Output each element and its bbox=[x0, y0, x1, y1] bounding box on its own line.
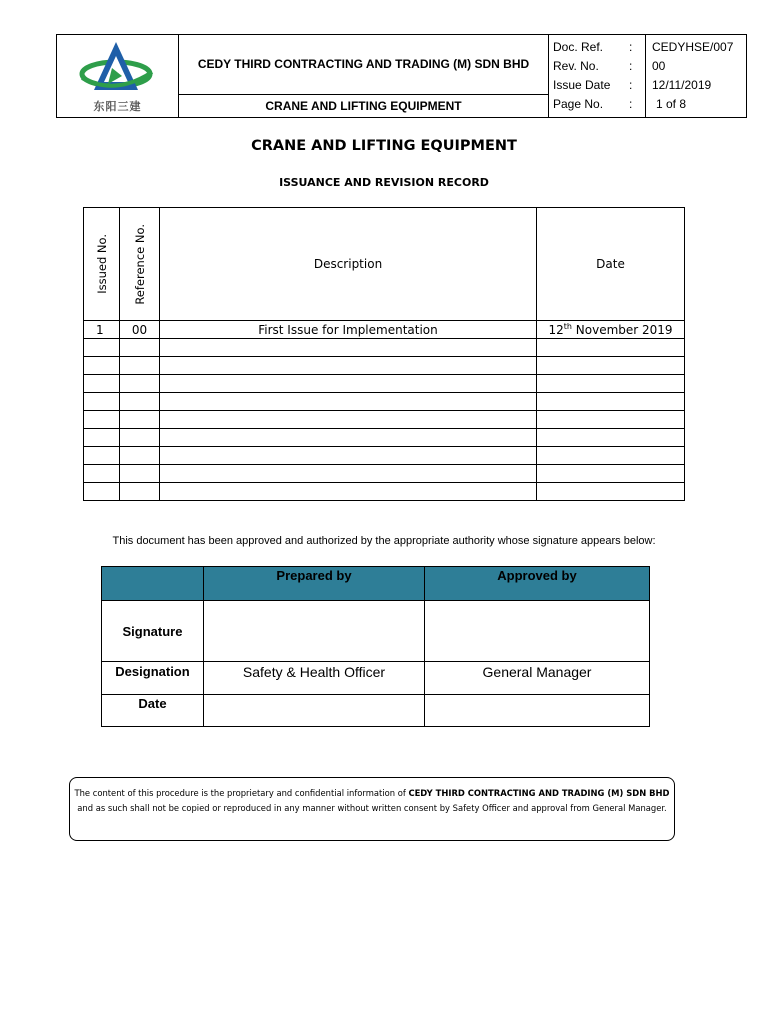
rev-no-label: Rev. No. bbox=[553, 59, 599, 73]
doc-ref-label: Doc. Ref. bbox=[553, 40, 604, 54]
table-row bbox=[84, 357, 685, 375]
prepared-by-header: Prepared by bbox=[204, 567, 425, 601]
table-row bbox=[84, 375, 685, 393]
table-row bbox=[84, 321, 685, 339]
notice-company-name: CEDY THIRD CONTRACTING AND TRADING (M) SDN BHD bbox=[408, 788, 670, 798]
approval-table bbox=[101, 566, 650, 727]
signature-label: Signature bbox=[102, 601, 204, 662]
company-name: CEDY THIRD CONTRACTING AND TRADING (M) SDN BHD bbox=[179, 35, 549, 95]
prepared-signature-cell bbox=[204, 601, 425, 662]
date-suffix: th bbox=[563, 322, 572, 331]
reference-no-cell: 00 bbox=[120, 321, 160, 339]
approved-signature-cell bbox=[425, 601, 650, 662]
approval-table-header bbox=[102, 567, 650, 601]
date-header: Date bbox=[537, 208, 685, 321]
issued-no-header: Issued No. bbox=[94, 234, 109, 294]
designation-row bbox=[102, 662, 650, 695]
doc-meta-values bbox=[646, 35, 747, 118]
doc-ref-value: CEDYHSE/007 bbox=[652, 40, 734, 54]
table-row bbox=[84, 483, 685, 501]
page-title: CRANE AND LIFTING EQUIPMENT bbox=[251, 138, 517, 154]
table-row bbox=[84, 411, 685, 429]
rev-no-value: 00 bbox=[652, 59, 666, 73]
approved-designation-cell: General Manager bbox=[425, 662, 650, 695]
company-logo bbox=[57, 35, 179, 118]
date-day: 12 bbox=[548, 323, 564, 337]
date-rest: November 2019 bbox=[571, 323, 673, 337]
triangle-logo-icon bbox=[78, 38, 158, 98]
header-document-title: CRANE AND LIFTING EQUIPMENT bbox=[179, 94, 549, 117]
table-row bbox=[84, 465, 685, 483]
table-row bbox=[84, 447, 685, 465]
signature-row bbox=[102, 601, 650, 662]
doc-meta-labels: Doc. Ref. : Rev. No. : Issue Date : Page No. : bbox=[549, 35, 646, 118]
table-row bbox=[84, 339, 685, 357]
table-row bbox=[84, 429, 685, 447]
prepared-designation-cell: Safety & Health Officer bbox=[204, 662, 425, 695]
page-subtitle: ISSUANCE AND REVISION RECORD bbox=[279, 176, 489, 189]
issue-date-value: 12/11/2019 bbox=[652, 78, 712, 92]
page-no-label: Page No. bbox=[553, 97, 604, 111]
designation-label: Designation bbox=[102, 662, 204, 695]
approval-header-blank bbox=[102, 567, 204, 601]
reference-no-header: Reference No. bbox=[132, 223, 147, 305]
logo-text: 东阳三建 bbox=[93, 100, 142, 113]
date-cell bbox=[537, 321, 685, 339]
issued-no-cell: 1 bbox=[84, 321, 120, 339]
issue-date-label: Issue Date bbox=[553, 78, 611, 92]
notice-text-2: and as such shall not be copied or reproduced in any manner without written consent by Safety Officer and approval from General Manager. bbox=[77, 803, 667, 813]
approval-note: This document has been approved and authorized by the appropriate authority whose signature appears below: bbox=[112, 535, 656, 547]
date-label: Date bbox=[102, 695, 204, 727]
notice-text-1: The content of this procedure is the proprietary and confidential information of bbox=[74, 788, 409, 798]
approved-by-header: Approved by bbox=[425, 567, 650, 601]
revision-table-header bbox=[84, 208, 685, 321]
prepared-date-cell bbox=[204, 695, 425, 727]
description-header: Description bbox=[160, 208, 537, 321]
table-row bbox=[84, 393, 685, 411]
date-row bbox=[102, 695, 650, 727]
approved-date-cell bbox=[425, 695, 650, 727]
document-header bbox=[56, 34, 747, 118]
description-cell: First Issue for Implementation bbox=[160, 321, 537, 339]
revision-table bbox=[83, 207, 685, 501]
page-no-value: 1 of 8 bbox=[656, 97, 687, 111]
confidentiality-notice bbox=[69, 777, 675, 841]
